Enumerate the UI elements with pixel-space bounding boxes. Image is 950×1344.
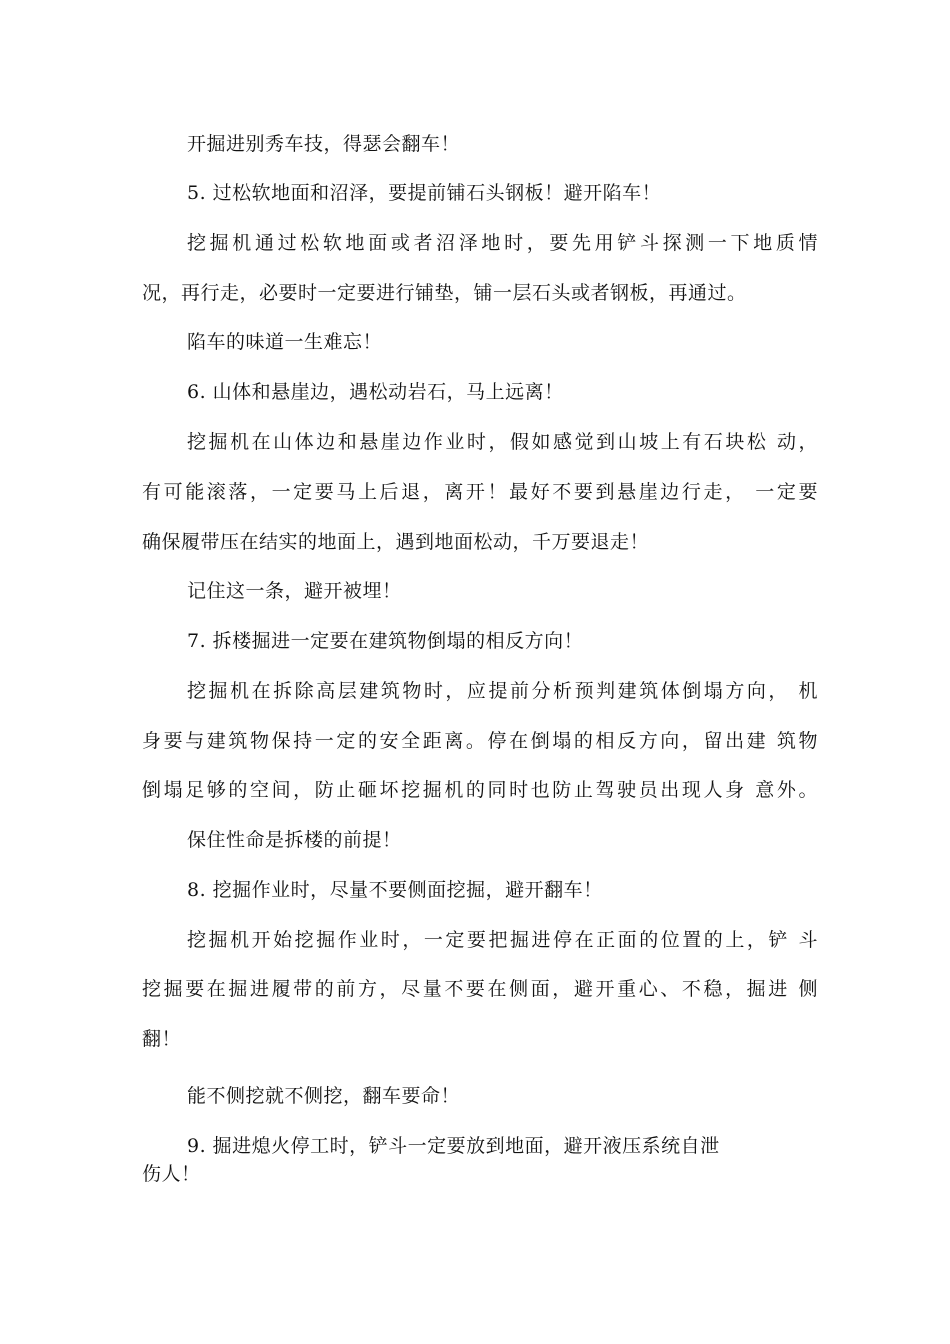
paragraph-line: 身要与建筑物保持一定的安全距离。停在倒塌的相反方向，留出建 筑物 [142,730,818,752]
paragraph-line: 伤人！ [142,1163,201,1185]
section-heading-8: 8. 挖掘作业时，尽量不要侧面挖掘，避开翻车！ [187,879,603,901]
paragraph-line: 挖掘机通过松软地面或者沼泽地时，要先用铲斗探测一下地质情 [187,232,818,254]
paragraph-line: 翻！ [142,1028,182,1050]
paragraph-line: 能不侧挖就不侧挖，翻车要命！ [187,1085,461,1107]
paragraph-line: 陷车的味道一生难忘！ [187,331,383,353]
section-heading-7: 7. 拆楼掘进一定要在建筑物倒塌的相反方向！ [187,630,584,652]
paragraph-line: 况，再行走，必要时一定要进行铺垫，铺一层石头或者钢板，再通过。 [142,282,747,304]
paragraph-line: 挖掘机在山体边和悬崖边作业时，假如感觉到山坡上有石块松 动， [187,431,818,453]
section-heading-5: 5. 过松软地面和沼泽，要提前铺石头钢板！避开陷车！ [187,182,662,204]
paragraph-line: 确保履带压在结实的地面上，遇到地面松动，千万要退走！ [142,531,650,553]
section-heading-9: 9. 掘进熄火停工时，铲斗一定要放到地面，避开液压系统自泄 [187,1135,720,1157]
paragraph-line: 有可能滚落，一定要马上后退，离开！最好不要到悬崖边行走， 一定要 [142,481,818,503]
paragraph-line: 倒塌足够的空间，防止砸坏挖掘机的同时也防止驾驶员出现人身 意外。 [142,779,818,801]
paragraph-line: 保住性命是拆楼的前提！ [187,829,402,851]
section-heading-6: 6. 山体和悬崖边，遇松动岩石，马上远离！ [187,381,564,403]
paragraph-line: 开掘进别秀车技，得瑟会翻车！ [187,133,461,155]
paragraph-line: 挖掘机在拆除高层建筑物时，应提前分析预判建筑体倒塌方向， 机 [187,680,818,702]
paragraph-line: 挖掘要在掘进履带的前方，尽量不要在侧面，避开重心、不稳，掘进 侧 [142,978,818,1000]
paragraph-line: 记住这一条，避开被埋！ [187,580,402,602]
paragraph-line: 挖掘机开始挖掘作业时，一定要把掘进停在正面的位置的上，铲 斗 [187,929,818,951]
